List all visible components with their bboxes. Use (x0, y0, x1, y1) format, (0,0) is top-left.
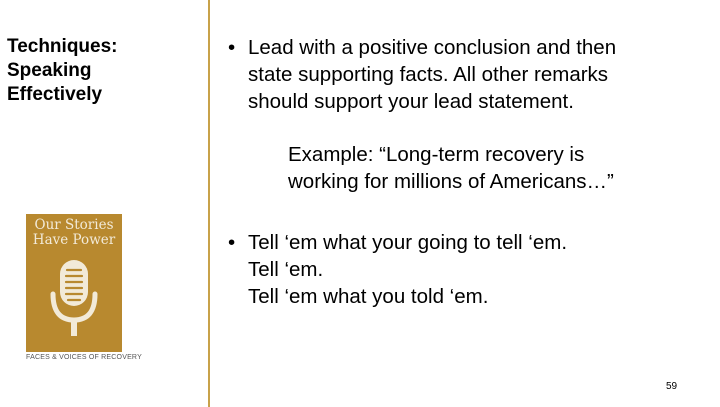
bullet-item (228, 34, 616, 115)
title-line: Speaking (7, 60, 92, 81)
bullet-line: Tell ‘em what your going to tell ‘em. (248, 231, 568, 254)
microphone-icon (26, 254, 122, 352)
bullet-item (228, 229, 567, 310)
bullet-glyph: • (228, 36, 236, 59)
bullet-line: Tell ‘em what you told ‘em. (248, 285, 489, 308)
bullet-line: Tell ‘em. (248, 258, 324, 281)
page-number: 59 (666, 381, 678, 392)
example-line: working for millions of Americans…” (288, 170, 614, 193)
example-quote (288, 141, 614, 195)
slide-title (7, 35, 187, 107)
vertical-divider (208, 0, 210, 407)
logo-line: Our Stories (34, 217, 114, 233)
our-stories-logo (26, 214, 122, 352)
example-line: Example: “Long-term recovery is (288, 143, 585, 166)
bullet-line: should support your lead statement. (248, 90, 574, 113)
title-line: Techniques: (7, 36, 118, 57)
title-line: Effectively (7, 84, 103, 105)
bullet-line: state supporting facts. All other remarks (248, 63, 609, 86)
bullet-glyph: • (228, 231, 236, 254)
logo-caption: FACES & VOICES OF RECOVERY (26, 354, 142, 361)
logo-line: Have Power (32, 232, 116, 248)
logo-text (26, 218, 122, 248)
bullet-line: Lead with a positive conclusion and then (248, 36, 617, 59)
